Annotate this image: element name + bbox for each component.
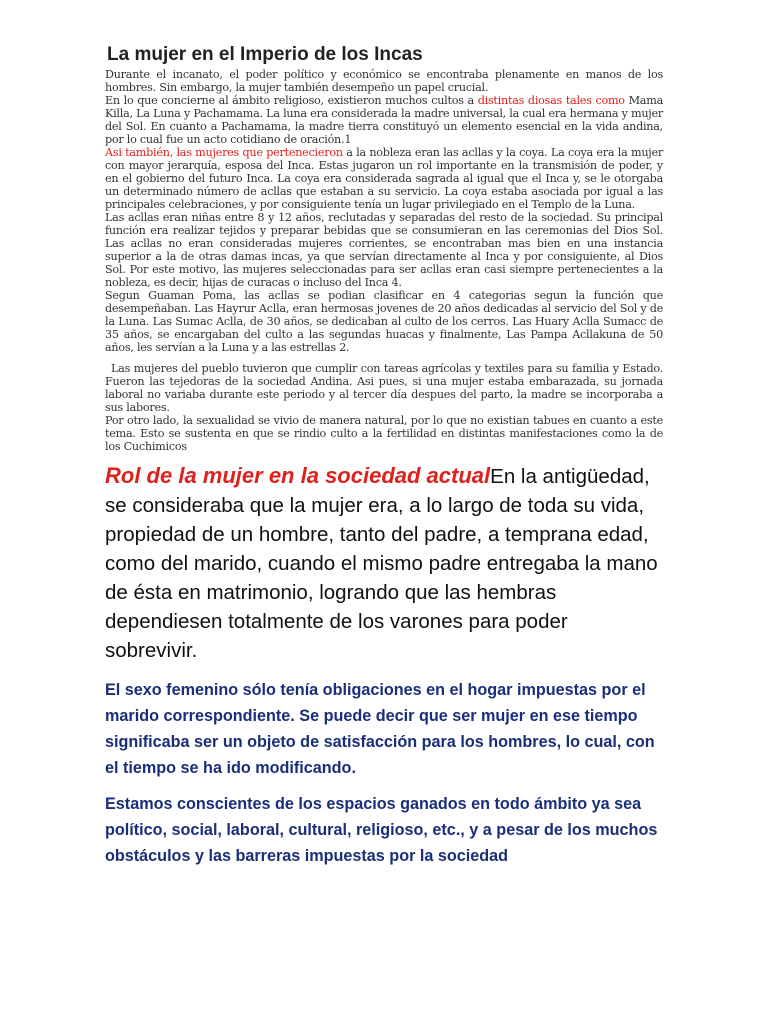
paragraph-3-text: a la nobleza eran las acllas y la coya. La coya era la mujer con mayor jerarquía, esposa del Inca. Estas jugaron un rol importante en la transmisión de poder, y en el gobierno del futuro Inca. La coya era considerada sagrada al igual que el Inca y, se le otorgaba un determinado número de acllas que estaban a su servicio. La coya estaba asociada por igual a las principales celebraciones, y por consiguiente tenía un lugar privilegiado en el Templo de la Luna. [105, 146, 663, 211]
paragraph-gap [105, 354, 663, 362]
paragraph-3 [105, 146, 663, 211]
document-title: La mujer en el Imperio de los Incas [107, 44, 423, 65]
paragraph-2 [105, 94, 663, 146]
paragraph-4: Las acllas eran niñas entre 8 y 12 años, reclutadas y separadas del resto de la sociedad. Su principal función era realizar tejidos y preparar bebidas que se consumieran en las ceremonias del Dios Sol. Las acllas no eran consideradas mujeres corrientes, se encontraban mas bien en una instancia superior a la de otras damas incas, ya que servían directamente al Inca y por consiguiente, al Dios Sol. Por este motivo, las mujeres seleccionadas para ser acllas eran casi siempre pertenecientes a la nobleza, es decir, hijas de curacas o incluso del Inca 4. [105, 211, 663, 289]
paragraph-5: Segun Guaman Poma, las acllas se podian clasificar en 4 categorias segun la función que desempeñaban. Las Hayrur Aclla, eran hermosas jovenes de 20 años dedicadas al servicio del Sol y de la Luna. Las Sumac Aclla, de 30 años, se dedicaban al culto de los cerros. Las Huary Aclla Sumacc de 35 años, se encargaban del culto a las segundas huacas y finalmente, Las Pampa Acllakuna de 50 años, les servían a la Luna y a las estrellas 2. [105, 289, 663, 354]
paragraph-3-highlight: Asi también, las mujeres que pertenecieron [105, 146, 343, 159]
document-page [105, 44, 663, 869]
paragraph-8: En la antigüedad, se consideraba que la mujer era, a lo largo de toda su vida, propiedad de un hombre, tanto del padre, a temprana edad, como del marido, cuando el mismo padre entregaba la mano de ésta en matrimonio, logrando que las hembras dependiesen totalmente de los varones para poder sobrevivir. [105, 465, 658, 662]
paragraph-9: El sexo femenino sólo tenía obligaciones en el hogar impuestas por el marido correspondiente. Se puede decir que ser mujer en ese tiempo significaba ser un objeto de satisfacción para los hombres, lo cual, con el tiempo se ha ido modificando. [105, 681, 655, 777]
section-2-heading: Rol de la mujer en la sociedad actual [105, 463, 491, 488]
section-2 [105, 461, 663, 665]
paragraph-2-text-b: Mama Killa, La Luna y Pachamama. La luna era considerada la madre universal, la cual era hermana y mujer del Sol. En cuanto a Pachamama, la madre tierra constituyó un elemento esencial en la vida andina, por lo cual fue un acto cotidiano de oración.1 [105, 94, 663, 146]
paragraph-1: Durante el incanato, el poder político y económico se encontraba plenamente en manos de los hombres. Sin embargo, la mujer también desempeño un papel crucial. [105, 68, 663, 94]
paragraph-7: Por otro lado, la sexualidad se vivio de manera natural, por lo que no existian tabues en cuanto a este tema. Esto se sustenta en que se rindio culto a la fertilidad en distintas manifestaciones como la de los Cuchimicos [105, 414, 663, 453]
paragraph-2-highlight: distintas diosas tales como [477, 94, 625, 107]
paragraph-6: Las mujeres del pueblo tuvieron que cumplir con tareas agrícolas y textiles para su familia y Estado. Fueron las tejedoras de la sociedad Andina. Asi pues, si una mujer estaba embarazada, su jornada laboral no variaba durante este periodo y al tercer día despues del parto, la madre se incorporaba a sus labores. [105, 362, 663, 414]
paragraph-10: Estamos conscientes de los espacios ganados en todo ámbito ya sea político, social, laboral, cultural, religioso, etc., y a pesar de los muchos obstáculos y las barreras impuestas por la sociedad [105, 795, 658, 865]
paragraph-2-text-a: En lo que concierne al ámbito religioso, existieron muchos cultos a [105, 94, 478, 107]
